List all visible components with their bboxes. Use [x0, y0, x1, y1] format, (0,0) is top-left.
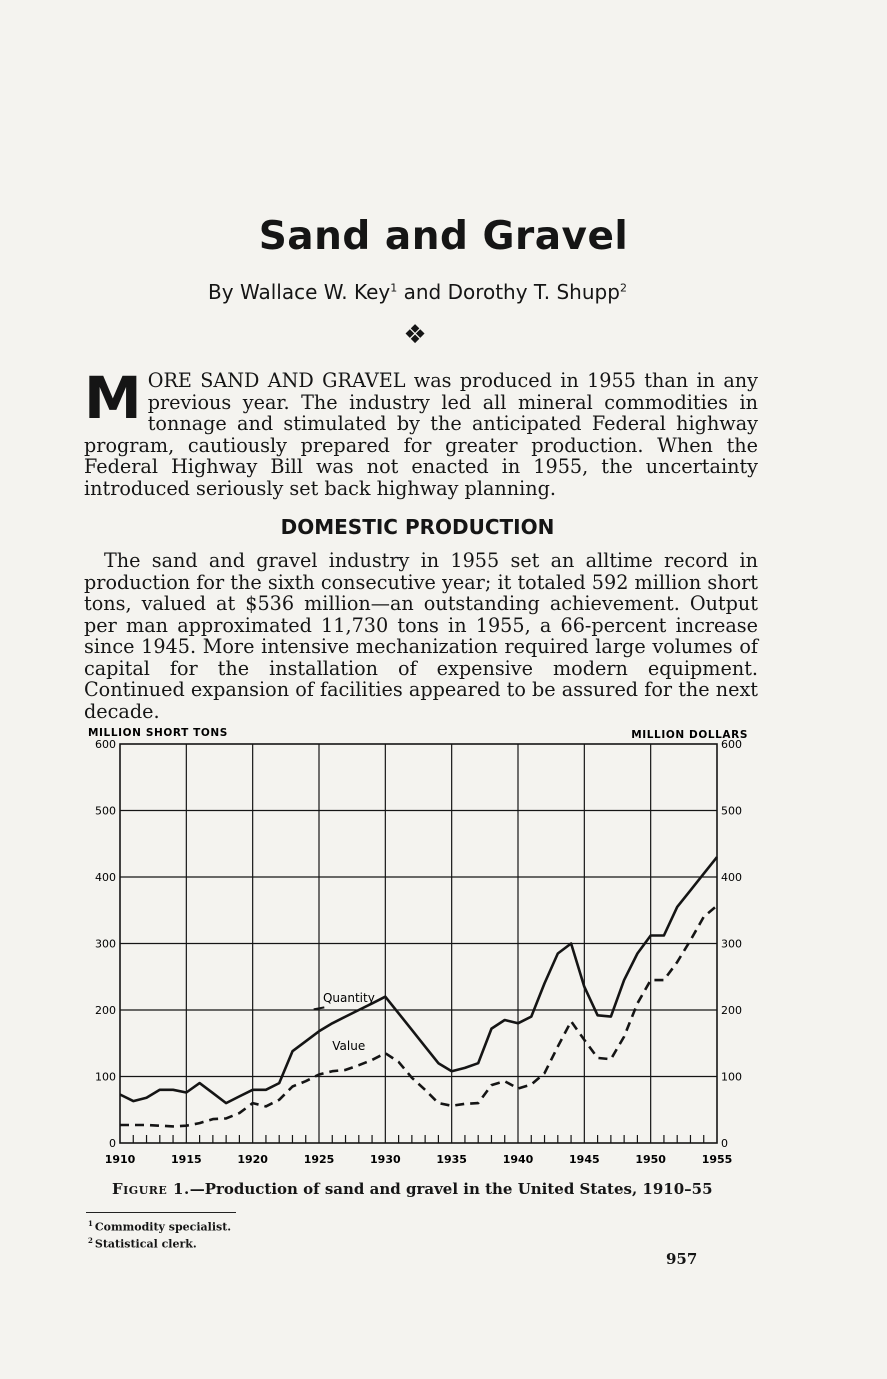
author-1: Wallace W. Key [239, 280, 391, 304]
section-paragraph: The sand and gravel industry in 1955 set an alltime record in production for the sixth consecutive year; it totaled 592 million short tons, valued at $536 million—an outstanding achievement. Output per man approximated 11,730 tons in 1955, a 66-percent increase since 1945. More intensive mechanization required large volumes of capital for the installation of expensive modern equipment. Continued expansion of facilities appeared to be assured for the next decade. [84, 549, 758, 723]
x-tick-label: 1915 [171, 1153, 202, 1166]
chart-ticks [95, 738, 742, 1166]
x-tick-label: 1945 [569, 1153, 600, 1166]
x-tick-label: 1955 [701, 1153, 733, 1166]
x-tick-label: 1950 [635, 1153, 666, 1166]
left-axis-label: MILLION SHORT TONS [88, 727, 228, 739]
intro-paragraph [84, 364, 758, 500]
x-tick-label: 1940 [502, 1153, 534, 1166]
series-line-value [120, 906, 717, 1127]
x-tick-label: 1925 [303, 1153, 335, 1166]
chart-labels [314, 991, 375, 1053]
footnote-rule [86, 1212, 236, 1213]
y-tick-label-left: 300 [95, 937, 116, 951]
annotation-quantity: Quantity [322, 991, 375, 1006]
chart-series [120, 857, 717, 1126]
y-tick-label-left: 200 [95, 1004, 116, 1017]
footnote-2-mark: 2 [88, 1235, 93, 1245]
right-axis-label: MILLION DOLLARS [631, 729, 748, 741]
section-heading: DOMESTIC PRODUCTION [280, 515, 555, 539]
series-line-quantity [120, 857, 717, 1103]
y-tick-label-right: 200 [721, 1004, 742, 1017]
chart-grid [120, 744, 717, 1143]
footnote-1-mark: 1 [88, 1219, 93, 1228]
page-number: 957 [666, 1250, 698, 1268]
y-tick-label-left: 600 [95, 738, 116, 751]
figure-text: —Production of sand and gravel in the United States, 1910–55 [189, 1180, 713, 1198]
figure-label: Figure 1. [112, 1180, 190, 1198]
author-2: Dorothy T. Shupp [447, 280, 620, 304]
x-tick-label: 1930 [370, 1153, 401, 1166]
y-tick-label-right: 600 [721, 738, 742, 751]
footnote-2-text: Statistical clerk. [94, 1237, 197, 1251]
article-title: Sand and Gravel [258, 214, 629, 259]
y-tick-label-left: 400 [95, 871, 116, 884]
footnotes [88, 1217, 231, 1250]
byline-prefix: By [208, 280, 234, 304]
byline-joiner: and [403, 280, 442, 304]
byline [0, 280, 835, 304]
x-tick-label: 1910 [104, 1153, 136, 1166]
y-tick-label-right: 100 [721, 1070, 742, 1084]
footnote-1-text: Commodity specialist. [94, 1220, 232, 1234]
y-tick-label-right: 0 [721, 1137, 728, 1150]
annotation-value: Value [332, 1038, 366, 1053]
annotation-leader [314, 1007, 325, 1009]
drop-cap: M [84, 364, 142, 432]
y-tick-label-right: 500 [721, 804, 742, 818]
ornament-icon: ❖ [403, 320, 427, 350]
x-tick-label: 1920 [237, 1153, 268, 1166]
production-chart [80, 722, 780, 1170]
footnote-2 [88, 1234, 231, 1251]
intro-lead: ORE SAND AND GRAVEL [147, 369, 406, 392]
x-tick-label: 1935 [436, 1153, 467, 1166]
author-1-note: 1 [390, 281, 398, 295]
author-2-note: 2 [619, 281, 627, 295]
intro-rest: was produced in 1955 than in any previous year. The industry led all mineral commodities in tonnage and stimulated by the anticipated Federal highway program, cautiously prepared for greater production. When the Federal Highway Bill was not enacted in 1955, the uncertainty introduced seriously set back highway planning. [84, 369, 758, 500]
figure-caption [112, 1180, 713, 1198]
y-tick-label-right: 400 [721, 871, 742, 884]
y-tick-label-left: 500 [95, 804, 116, 818]
y-tick-label-right: 300 [721, 937, 742, 951]
footnote-1 [88, 1217, 231, 1234]
y-tick-label-left: 0 [109, 1137, 116, 1150]
y-tick-label-left: 100 [95, 1070, 116, 1084]
